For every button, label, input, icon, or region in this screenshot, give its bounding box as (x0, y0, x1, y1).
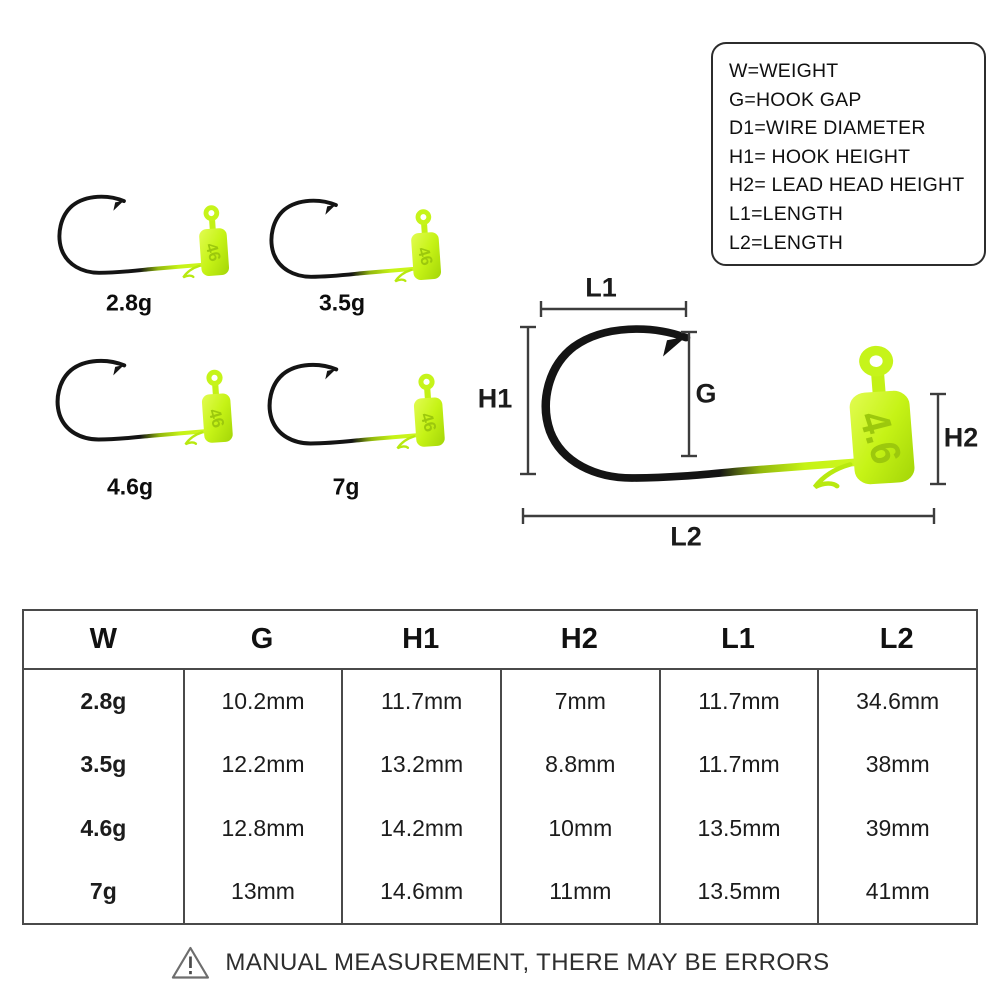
table-cell: 8.8mm (500, 733, 659, 796)
table-cell: 7g (89, 877, 117, 904)
table-cell: 7mm (500, 670, 659, 733)
table-cell: 10mm (500, 797, 659, 860)
legend-box (711, 42, 986, 266)
dim-label-h2: H2 (943, 422, 979, 453)
legend-line-g: G=HOOK GAP (729, 88, 862, 111)
table-cell: 13.5mm (659, 797, 818, 860)
table-cell: 11mm (500, 860, 659, 923)
legend-line-w: W=WEIGHT (729, 60, 839, 82)
legend-line-l2: L2=LENGTH (729, 231, 843, 254)
table-cell: 11.7mm (341, 670, 500, 733)
dim-label-h1: H1 (477, 383, 513, 414)
table-cell: 2.8g (80, 688, 127, 715)
table-cell: 39mm (817, 797, 976, 860)
table-cell: 14.6mm (341, 860, 500, 923)
legend-line-h1: H1= HOOK HEIGHT (729, 145, 911, 168)
table-cell: 34.6mm (817, 670, 976, 733)
dim-label-l2: L2 (670, 521, 702, 552)
table-cell: 12.2mm (183, 733, 342, 796)
lead-head-marking: 4.6 (849, 406, 911, 469)
lead-head-marking: 46 (416, 410, 440, 434)
weight-label-1: 2.8g (105, 289, 153, 316)
table-header-l1: L1 (659, 611, 818, 670)
table-header-l2: L2 (817, 611, 976, 670)
table-cell: 12.8mm (183, 797, 342, 860)
table-header-g: G (183, 611, 342, 670)
table-header-w: W (24, 611, 183, 670)
jig-photo-2 (271, 201, 441, 282)
table-cell: 3.5g (80, 751, 127, 778)
table-cell: 4.6g (80, 814, 127, 841)
table-cell: 11.7mm (659, 733, 818, 796)
jig-photo-1 (59, 197, 229, 278)
jig-diagram (546, 329, 916, 487)
jig-photo-4 (270, 365, 446, 448)
table-cell: 38mm (817, 733, 976, 796)
lead-head-marking: 46 (413, 244, 437, 268)
dim-line-l2 (523, 508, 934, 524)
table-cell: 13.5mm (659, 860, 818, 923)
dim-line-h1 (520, 327, 536, 474)
warning-text: MANUAL MEASUREMENT, THERE MAY BE ERRORS (225, 949, 830, 976)
weight-label-4: 7g (332, 473, 360, 500)
jig-photo-3 (58, 361, 234, 444)
legend-line-h2: H2= LEAD HEAD HEIGHT (729, 174, 965, 197)
table-cell: 14.2mm (341, 797, 500, 860)
lead-head-marking: 46 (204, 406, 228, 430)
legend-line-d1: D1=WIRE DIAMETER (729, 117, 926, 140)
table-cell: 11.7mm (659, 670, 818, 733)
weight-label-2: 3.5g (318, 289, 366, 316)
dim-label-g: G (695, 378, 717, 409)
warning-triangle-icon (170, 945, 210, 981)
table-cell: 13mm (183, 860, 342, 923)
lead-head-marking: 46 (201, 240, 225, 264)
table-cell: 41mm (817, 860, 976, 923)
table-cell: 13.2mm (341, 733, 500, 796)
legend-line-l1: L1=LENGTH (729, 202, 843, 225)
table-cell: 10.2mm (183, 670, 342, 733)
spec-table (22, 609, 978, 925)
table-header-h1: H1 (341, 611, 500, 670)
warning-note (170, 945, 829, 981)
dim-label-l1: L1 (585, 272, 617, 303)
weight-label-3: 4.6g (106, 473, 154, 500)
table-header-h2: H2 (500, 611, 659, 670)
